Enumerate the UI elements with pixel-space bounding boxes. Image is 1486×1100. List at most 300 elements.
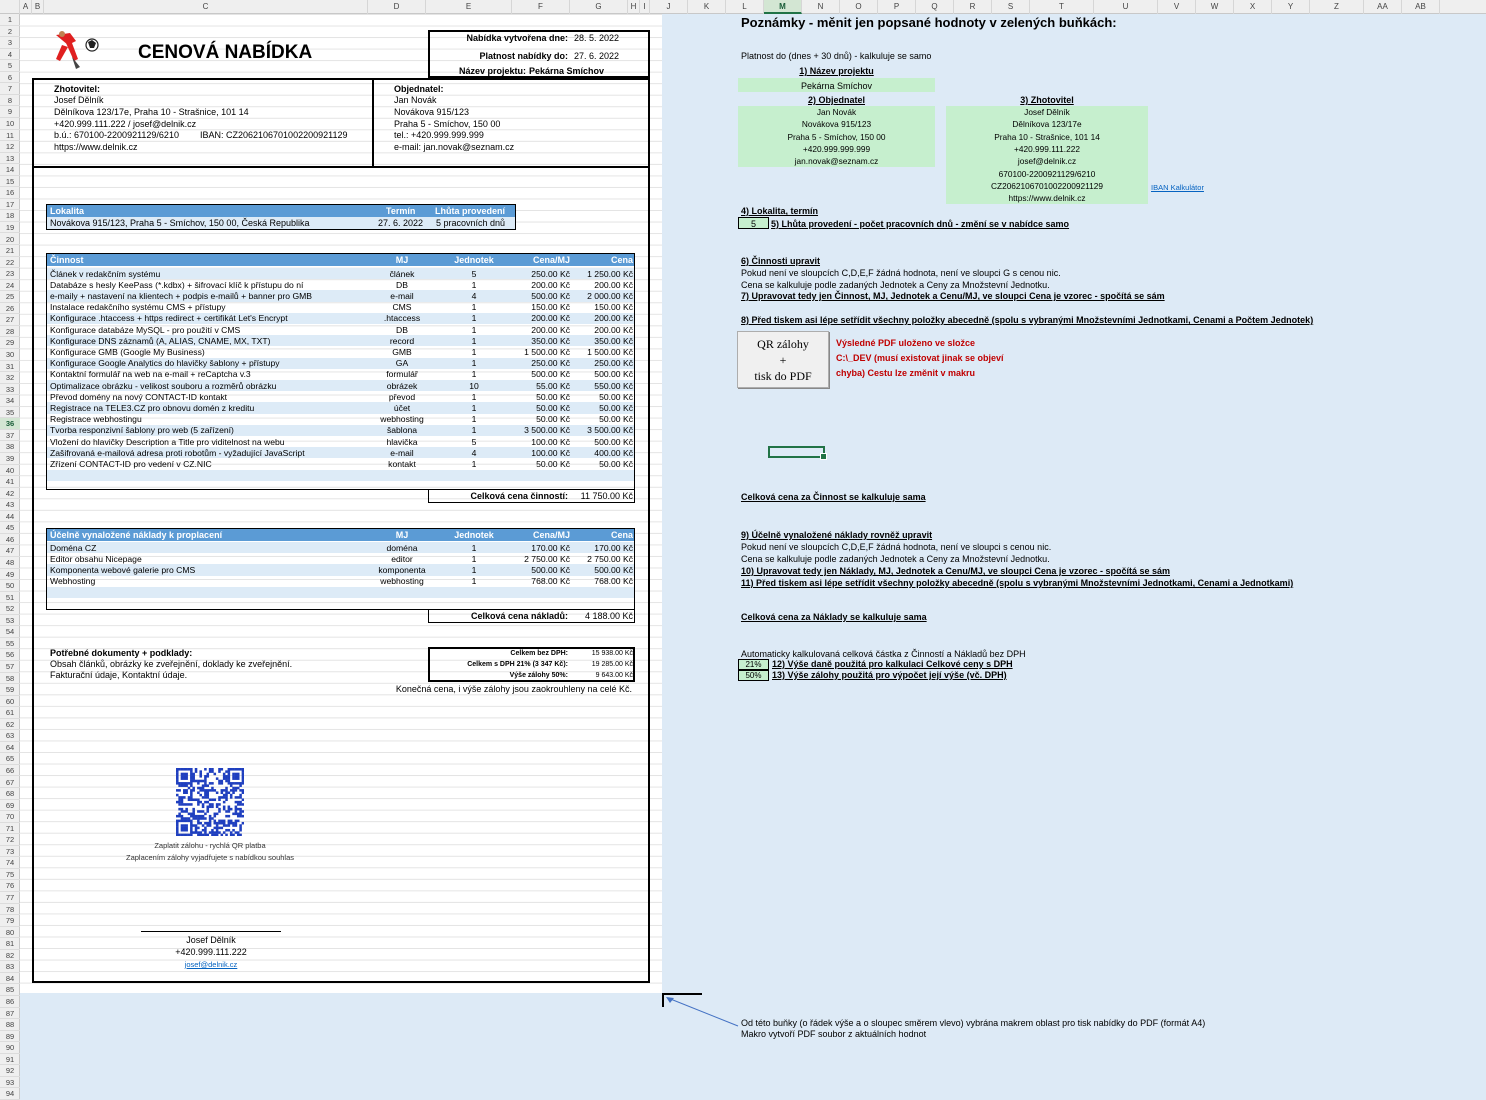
row-header[interactable]: 55 [0, 638, 20, 650]
act-cell-qty[interactable]: 1 [471, 391, 477, 402]
signature-phone: +420.999.111.222 [175, 947, 247, 957]
pdf-note2: C:\_DEV (musí existovat jinak se objeví [836, 353, 1004, 363]
notes-n5: 5) Lhůta provedení - počet pracovních dnů - změní se v nabídce samo [771, 219, 1070, 229]
act-cell-item[interactable]: Vložení do hlavičky Description a Title pro viditelnost na webu [50, 436, 285, 447]
row-header-bar [0, 14, 20, 1100]
row-header[interactable]: 45 [0, 522, 20, 534]
column-header-v[interactable]: V [1158, 0, 1196, 14]
column-header-r[interactable]: R [954, 0, 992, 14]
notes-n9: 9) Účelně vynaložené náklady rovněž upravit [741, 530, 933, 540]
act-cell-price[interactable]: 350.00 Kč [594, 335, 633, 346]
row-header[interactable]: 58 [0, 673, 20, 685]
offer-title: CENOVÁ NABÍDKA [138, 42, 313, 63]
exp-cell-item[interactable]: Editor obsahu Nicepage [50, 553, 142, 564]
row-header[interactable]: 65 [0, 753, 20, 765]
selected-cell[interactable] [768, 446, 825, 458]
row-header[interactable]: 79 [0, 915, 20, 927]
act-cell-unit[interactable]: GA [395, 358, 409, 369]
activities-total-label: Celková cena činností: [470, 491, 568, 501]
row-header[interactable]: 10 [0, 118, 20, 130]
client-phone: tel.: +420.999.999.999 [394, 130, 484, 140]
valid-until-value[interactable]: 27. 6. 2022 [574, 51, 620, 61]
notes-n3: 3) Zhotovitel [1020, 95, 1074, 105]
act-cell-unit-price[interactable]: 100.00 Kč [531, 436, 570, 447]
column-header-d[interactable]: D [368, 0, 426, 14]
row-header[interactable]: 81 [0, 938, 20, 950]
locality-date[interactable]: 27. 6. 2022 [378, 218, 424, 228]
act-cell-unit-price[interactable]: 55.00 Kč [536, 380, 570, 391]
qr-print-pdf-button-line3: tisk do PDF [754, 369, 812, 383]
exp-cell-item[interactable]: Komponenta webové galerie pro CMS [50, 564, 196, 575]
created-label: Nabídka vytvořena dne: [466, 33, 568, 43]
row-header[interactable]: 37 [0, 430, 20, 442]
client-street: Novákova 915/123 [394, 107, 470, 117]
row-header[interactable]: 7 [0, 83, 20, 95]
exp-cell-unit-price[interactable]: 2 750.00 Kč [524, 553, 570, 564]
contractor-web: https://www.delnik.cz [54, 142, 138, 152]
row-header[interactable]: 35 [0, 407, 20, 419]
notes-n13-value[interactable]: 50% [745, 671, 762, 680]
row-header[interactable]: 82 [0, 950, 20, 962]
notes-n10: 10) Upravovat tedy jen Náklady, MJ, Jednotek a Cenu/MJ, ve sloupci Cena je vzorec - spočítá se sám [741, 566, 1170, 576]
column-header-f[interactable]: F [512, 0, 570, 14]
act-cell-item[interactable]: e-maily + nastavení na klientech + podpis e-mailů + banner pro GMB [50, 290, 313, 301]
act-cell-qty[interactable]: 1 [471, 346, 477, 357]
act-cell-item[interactable]: Článek v redakčním systému [50, 268, 161, 279]
row-header[interactable]: 52 [0, 603, 20, 615]
column-header-h[interactable]: H [628, 0, 640, 14]
row-header[interactable]: 26 [0, 303, 20, 315]
notes-n3_lines-line[interactable]: josef@delnik.cz [1017, 156, 1077, 167]
row-header[interactable]: 21 [0, 245, 20, 257]
act-cell-qty[interactable]: 5 [471, 436, 477, 447]
notes-n2_lines-line[interactable]: Novákova 915/123 [801, 119, 872, 130]
act-cell-price[interactable]: 150.00 Kč [594, 302, 633, 313]
locality-header-place: Lokalita [50, 206, 85, 216]
act-cell-unit-price[interactable]: 3 500.00 Kč [524, 425, 570, 436]
row-header[interactable]: 36 [0, 418, 20, 430]
act-cell-unit[interactable]: e-mail [390, 447, 414, 458]
row-header[interactable]: 69 [0, 800, 20, 812]
row-header[interactable]: 14 [0, 164, 20, 176]
expenses-total-value: 4 188.00 Kč [584, 611, 633, 621]
row-header[interactable]: 23 [0, 268, 20, 280]
act-cell-unit-price[interactable]: 150.00 Kč [531, 302, 570, 313]
act-cell-price[interactable]: 50.00 Kč [599, 458, 633, 469]
act-cell-unit[interactable]: .htaccess [383, 313, 421, 324]
notes-n2_lines-line[interactable]: Jan Novák [816, 107, 857, 117]
exp-cell-unit-price[interactable]: 768.00 Kč [531, 576, 570, 587]
column-header-k[interactable]: K [688, 0, 726, 14]
row-header[interactable]: 67 [0, 777, 20, 789]
act-cell-item[interactable]: Konfigurace DNS záznamů (A, ALIAS, CNAME, MX, TXT) [50, 335, 271, 346]
select-all-corner[interactable] [0, 0, 20, 14]
row-header[interactable]: 15 [0, 176, 20, 188]
act-cell-item[interactable]: Registrace webhostingu [50, 414, 142, 425]
act-cell-unit[interactable]: šablona [386, 425, 418, 436]
notes-activities-total: Celková cena za Činnost se kalkuluje sama [741, 492, 926, 502]
row-header[interactable]: 13 [0, 153, 20, 165]
row-header[interactable]: 46 [0, 534, 20, 546]
notes-n3_lines-line[interactable]: +420.999.111.222 [1014, 143, 1080, 154]
act-cell-price[interactable]: 1 250.00 Kč [587, 268, 633, 279]
qr-print-pdf-button-line2: + [779, 353, 787, 367]
act-cell-qty[interactable]: 1 [471, 369, 477, 380]
row-header[interactable]: 43 [0, 499, 20, 511]
act-cell-unit[interactable]: článek [389, 268, 415, 279]
column-header-x[interactable]: X [1234, 0, 1272, 14]
act-cell-item[interactable]: Instalace redakčního systému CMS + přístupy [50, 302, 226, 313]
act-header-unit: MJ [395, 255, 409, 265]
row-header[interactable]: 77 [0, 892, 20, 904]
exp-cell-price[interactable]: 500.00 Kč [594, 564, 633, 575]
act-cell-price[interactable]: 200.00 Kč [594, 313, 633, 324]
row-header[interactable]: 90 [0, 1042, 20, 1054]
row-header[interactable]: 33 [0, 384, 20, 396]
row-header[interactable]: 22 [0, 257, 20, 269]
act-cell-qty[interactable]: 1 [471, 335, 477, 346]
notes-n3_lines-line[interactable]: Josef Dělník [1024, 107, 1070, 117]
project-value[interactable]: Pekárna Smíchov [529, 66, 605, 76]
row-header[interactable]: 6 [0, 72, 20, 84]
row-header[interactable]: 59 [0, 684, 20, 696]
row-header[interactable]: 63 [0, 730, 20, 742]
row-header[interactable]: 25 [0, 291, 20, 303]
act-cell-item[interactable]: Převod domény na nový CONTACT-ID kontakt [50, 391, 228, 402]
row-header[interactable]: 4 [0, 49, 20, 61]
row-header[interactable]: 18 [0, 210, 20, 222]
act-cell-qty[interactable]: 10 [469, 380, 479, 391]
arrow-pointer-icon [664, 994, 744, 1030]
act-cell-unit[interactable]: účet [393, 402, 411, 413]
act-cell-unit[interactable]: DB [396, 324, 408, 335]
act-cell-price[interactable]: 500.00 Kč [594, 436, 633, 447]
exp-cell-price[interactable]: 170.00 Kč [594, 542, 633, 553]
act-cell-item[interactable]: Zašifrovaná e-mailová adresa proti robotům - vyžadující JavaScript [50, 447, 305, 458]
column-header-a[interactable]: A [20, 0, 32, 14]
exp-cell-qty[interactable]: 1 [471, 542, 477, 553]
row-header[interactable]: 76 [0, 880, 20, 892]
row-header[interactable]: 74 [0, 857, 20, 869]
column-header-u[interactable]: U [1094, 0, 1158, 14]
act-cell-price[interactable]: 1 500.00 Kč [587, 346, 633, 357]
print-area-bottom-fill [20, 993, 662, 1100]
act-cell-unit-price[interactable]: 200.00 Kč [531, 279, 570, 290]
row-header[interactable]: 94 [0, 1088, 20, 1100]
act-cell-price[interactable]: 550.00 Kč [594, 380, 633, 391]
row-header[interactable]: 68 [0, 788, 20, 800]
row-header[interactable]: 39 [0, 453, 20, 465]
column-header-ab[interactable]: AB [1402, 0, 1440, 14]
locality-header-duration: Lhůta provedení [435, 206, 506, 216]
act-cell-qty[interactable]: 1 [471, 324, 477, 335]
notes-n12-value[interactable]: 21% [745, 660, 762, 669]
notes-n3_lines-line[interactable]: CZ2062106701002200921129 [991, 180, 1103, 191]
exp-header-unit: MJ [395, 530, 409, 540]
row-header[interactable]: 70 [0, 811, 20, 823]
act-cell-qty[interactable]: 1 [471, 358, 477, 369]
notes-n13: 13) Výše zálohy použitá pro výpočet její výše (vč. DPH) [772, 670, 1007, 680]
row-header[interactable]: 50 [0, 580, 20, 592]
signature-name: Josef Dělník [186, 935, 236, 945]
column-header-g[interactable]: G [570, 0, 628, 14]
client-email: e-mail: jan.novak@seznam.cz [394, 142, 515, 152]
column-header-t[interactable]: T [1030, 0, 1094, 14]
act-cell-unit-price[interactable]: 1 500.00 Kč [524, 346, 570, 357]
act-cell-unit-price[interactable]: 250.00 Kč [531, 268, 570, 279]
row-header[interactable]: 61 [0, 707, 20, 719]
exp-cell-qty[interactable]: 1 [471, 576, 477, 587]
act-cell-unit[interactable]: obrázek [386, 380, 418, 391]
act-cell-qty[interactable]: 1 [471, 458, 477, 469]
act-cell-unit-price[interactable]: 500.00 Kč [531, 290, 570, 301]
row-header[interactable]: 11 [0, 130, 20, 142]
row-header[interactable]: 48 [0, 557, 20, 569]
exp-cell-unit[interactable]: editor [391, 553, 413, 564]
exp-cell-price[interactable]: 768.00 Kč [594, 576, 633, 587]
qr-print-pdf-button[interactable] [737, 331, 829, 388]
row-header[interactable]: 60 [0, 696, 20, 708]
act-cell-unit[interactable]: kontakt [388, 458, 416, 469]
row-header[interactable]: 73 [0, 846, 20, 858]
act-cell-item[interactable]: Zřízení CONTACT-ID pro vedení v CZ.NIC [50, 458, 212, 469]
column-header-q[interactable]: Q [916, 0, 954, 14]
row-header[interactable]: 32 [0, 372, 20, 384]
row-header[interactable]: 56 [0, 649, 20, 661]
act-cell-unit[interactable]: CMS [392, 302, 412, 313]
exp-header-qty: Jednotek [454, 530, 494, 540]
row-header[interactable]: 64 [0, 742, 20, 754]
locality-header-date: Termín [386, 206, 416, 216]
column-header-o[interactable]: O [840, 0, 878, 14]
notes-n6: 6) Činnosti upravit [741, 256, 821, 266]
act-cell-qty[interactable]: 1 [471, 279, 477, 290]
act-cell-qty[interactable]: 4 [471, 447, 477, 458]
column-header-c[interactable]: C [44, 0, 368, 14]
column-header-z[interactable]: Z [1310, 0, 1364, 14]
row-header[interactable]: 66 [0, 765, 20, 777]
iban-calculator-link[interactable]: IBAN Kalkulátor [1151, 183, 1204, 192]
row-header[interactable]: 75 [0, 869, 20, 881]
qr-print-pdf-button-line1: QR zálohy [757, 337, 809, 351]
row-header[interactable]: 80 [0, 927, 20, 939]
documents-line1: Obsah článků, obrázky ke zveřejnění, doklady ke zveřejnění. [50, 659, 293, 669]
row-header[interactable]: 12 [0, 141, 20, 153]
row-header[interactable]: 72 [0, 834, 20, 846]
notes-n1-value[interactable]: Pekárna Smíchov [800, 81, 873, 91]
act-cell-qty[interactable]: 1 [471, 302, 477, 313]
locality-duration[interactable]: 5 pracovních dnů [436, 218, 506, 228]
row-header[interactable]: 29 [0, 337, 20, 349]
row-header[interactable]: 41 [0, 476, 20, 488]
row-header[interactable]: 31 [0, 361, 20, 373]
row-header[interactable]: 51 [0, 592, 20, 604]
column-header-i[interactable]: I [640, 0, 650, 14]
row-header[interactable]: 5 [0, 60, 20, 72]
row-header[interactable]: 85 [0, 984, 20, 996]
row-header[interactable]: 28 [0, 326, 20, 338]
exp-cell-price[interactable]: 2 750.00 Kč [587, 553, 633, 564]
act-header-item: Činnost [50, 255, 84, 265]
exp-cell-qty[interactable]: 1 [471, 564, 477, 575]
row-header[interactable]: 17 [0, 199, 20, 211]
signature-email-link[interactable]: josef@delnik.cz [184, 960, 238, 969]
row-header[interactable]: 27 [0, 314, 20, 326]
row-header[interactable]: 3 [0, 37, 20, 49]
row-header[interactable]: 84 [0, 973, 20, 985]
row-header[interactable]: 47 [0, 545, 20, 557]
exp-cell-unit-price[interactable]: 500.00 Kč [531, 564, 570, 575]
act-cell-price[interactable]: 250.00 Kč [594, 358, 633, 369]
act-cell-price[interactable]: 3 500.00 Kč [587, 425, 633, 436]
act-cell-unit[interactable]: webhosting [380, 414, 424, 425]
act-cell-price[interactable]: 50.00 Kč [599, 414, 633, 425]
row-header[interactable]: 91 [0, 1054, 20, 1066]
row-header[interactable]: 57 [0, 661, 20, 673]
row-header[interactable]: 19 [0, 222, 20, 234]
act-cell-unit-price[interactable]: 200.00 Kč [531, 313, 570, 324]
notes-n3_lines-line[interactable]: Dělníkova 123/17e [1012, 119, 1082, 130]
act-cell-price[interactable]: 500.00 Kč [594, 369, 633, 380]
exp-cell-unit[interactable]: webhosting [380, 576, 424, 587]
act-cell-price[interactable]: 50.00 Kč [599, 391, 633, 402]
act-cell-item[interactable]: Konfigurace .htaccess + https redirect + certifikát Let's Encrypt [50, 313, 288, 324]
row-header[interactable]: 92 [0, 1065, 20, 1077]
row-header[interactable]: 62 [0, 719, 20, 731]
act-cell-unit-price[interactable]: 100.00 Kč [531, 447, 570, 458]
act-cell-unit-price[interactable]: 50.00 Kč [536, 391, 570, 402]
column-header-s[interactable]: S [992, 0, 1030, 14]
row-header[interactable]: 38 [0, 441, 20, 453]
row-header[interactable]: 42 [0, 488, 20, 500]
act-cell-item[interactable]: Konfigurace GMB (Google My Business) [50, 346, 205, 357]
row-header[interactable]: 8 [0, 95, 20, 107]
row-header[interactable]: 89 [0, 1031, 20, 1043]
act-cell-price[interactable]: 2 000.00 Kč [587, 290, 633, 301]
act-cell-unit[interactable]: DB [396, 279, 408, 290]
act-cell-unit[interactable]: e-mail [390, 290, 414, 301]
act-cell-unit[interactable]: GMB [392, 346, 412, 357]
act-cell-unit-price[interactable]: 50.00 Kč [536, 402, 570, 413]
column-header-aa[interactable]: AA [1364, 0, 1402, 14]
act-cell-unit-price[interactable]: 250.00 Kč [531, 358, 570, 369]
act-cell-unit[interactable]: převod [388, 391, 416, 402]
exp-cell-item[interactable]: Webhosting [50, 576, 96, 587]
activities-total-value: 11 750.00 Kč [580, 491, 633, 501]
column-header-l[interactable]: L [726, 0, 764, 14]
act-cell-price[interactable]: 200.00 Kč [594, 279, 633, 290]
act-cell-qty[interactable]: 1 [471, 313, 477, 324]
act-cell-qty[interactable]: 4 [471, 290, 477, 301]
act-cell-unit-price[interactable]: 50.00 Kč [536, 458, 570, 469]
notes-n2_lines-line[interactable]: +420.999.999.999 [802, 143, 871, 154]
act-header-unit-price: Cena/MJ [532, 255, 570, 265]
row-header[interactable]: 71 [0, 823, 20, 835]
row-header[interactable]: 83 [0, 961, 20, 973]
act-cell-unit[interactable]: hlavička [386, 436, 418, 447]
act-cell-unit-price[interactable]: 350.00 Kč [531, 335, 570, 346]
notes-n2_lines-line[interactable]: jan.novak@seznam.cz [794, 156, 879, 167]
notes-n2_lines-line[interactable]: Praha 5 - Smíchov, 150 00 [787, 131, 886, 142]
row-header[interactable]: 49 [0, 569, 20, 581]
act-cell-qty[interactable]: 1 [471, 414, 477, 425]
exp-cell-item[interactable]: Doména CZ [50, 542, 97, 553]
row-header[interactable]: 44 [0, 511, 20, 523]
row-header[interactable]: 40 [0, 465, 20, 477]
row-header[interactable]: 88 [0, 1019, 20, 1031]
row-header[interactable]: 2 [0, 26, 20, 38]
column-header-n[interactable]: N [802, 0, 840, 14]
contractor-heading: Zhotovitel: [54, 84, 100, 94]
notes-n3_lines-line[interactable]: https://www.delnik.cz [1008, 193, 1086, 204]
act-cell-item[interactable]: Tvorba responzivní šablony pro web (5 zařízení) [50, 425, 234, 436]
row-header[interactable]: 54 [0, 626, 20, 638]
act-cell-price[interactable]: 200.00 Kč [594, 324, 633, 335]
row-header[interactable]: 16 [0, 187, 20, 199]
act-cell-unit-price[interactable]: 50.00 Kč [536, 414, 570, 425]
notes-n7: 7) Upravovat tedy jen Činnost, MJ, Jednotek a Cenu/MJ, ve sloupci Cena je vzorec - spočítá se sám [741, 291, 1165, 301]
row-header[interactable]: 93 [0, 1077, 20, 1089]
exp-cell-unit[interactable]: komponenta [378, 564, 426, 575]
act-cell-item[interactable]: Databáze s hesly KeePass (*.kdbx) + šifrovací klíč k přístupu do ní [50, 279, 304, 290]
row-header[interactable]: 1 [0, 14, 20, 26]
notes-validity: Platnost do (dnes + 30 dnů) - kalkuluje se samo [741, 51, 932, 61]
act-cell-price[interactable]: 400.00 Kč [594, 447, 633, 458]
act-cell-unit-price[interactable]: 200.00 Kč [531, 324, 570, 335]
notes-n3_lines-line[interactable]: Praha 10 - Strašnice, 101 14 [994, 131, 1100, 142]
row-header[interactable]: 30 [0, 349, 20, 361]
act-cell-unit-price[interactable]: 500.00 Kč [531, 369, 570, 380]
column-header-b[interactable]: B [32, 0, 44, 14]
row-header[interactable]: 9 [0, 106, 20, 118]
column-header-p[interactable]: P [878, 0, 916, 14]
act-cell-item[interactable]: Kontaktní formulář na web na e-mail + reCaptcha v.3 [50, 369, 251, 380]
exp-cell-unit-price[interactable]: 170.00 Kč [531, 542, 570, 553]
act-stripe [47, 470, 634, 481]
locality-place[interactable]: Novákova 915/123, Praha 5 - Smíchov, 150 00, Česká Republika [50, 218, 310, 228]
exp-cell-qty[interactable]: 1 [471, 553, 477, 564]
notes-n6-line2: Cena se kalkuluje podle zadaných Jednotek a Ceny za Množstevní Jednotku. [741, 280, 1050, 290]
column-header-e[interactable]: E [426, 0, 512, 14]
row-header[interactable]: 20 [0, 234, 20, 246]
notes-n5-value[interactable]: 5 [750, 219, 756, 229]
act-cell-item[interactable]: Registrace na TELE3.CZ pro obnovu domén z kreditu [50, 402, 255, 413]
row-header[interactable]: 78 [0, 904, 20, 916]
created-value[interactable]: 28. 5. 2022 [574, 33, 620, 43]
row-header[interactable]: 34 [0, 395, 20, 407]
act-cell-item[interactable]: Optimalizace obrázku - velikost souboru a rozměrů obrázku [50, 380, 277, 391]
column-header-w[interactable]: W [1196, 0, 1234, 14]
column-header-y[interactable]: Y [1272, 0, 1310, 14]
act-cell-unit[interactable]: formulář [386, 369, 418, 380]
row-header[interactable]: 24 [0, 280, 20, 292]
act-cell-qty[interactable]: 5 [471, 268, 477, 279]
act-cell-item[interactable]: Konfigurace Google Analytics do hlavičky šablony + přístupy [50, 358, 280, 369]
notes-n9-line1: Pokud není ve sloupcích C,D,E,F žádná hodnota, není ve sloupci s cenou nic. [741, 542, 1052, 552]
act-cell-qty[interactable]: 1 [471, 425, 477, 436]
row-header[interactable]: 53 [0, 615, 20, 627]
exp-cell-unit[interactable]: doména [386, 542, 418, 553]
column-header-j[interactable]: J [650, 0, 688, 14]
act-cell-qty[interactable]: 1 [471, 402, 477, 413]
act-cell-price[interactable]: 50.00 Kč [599, 402, 633, 413]
row-header[interactable]: 87 [0, 1008, 20, 1020]
notes-n3_lines-line[interactable]: 670100-2200921129/6210 [998, 168, 1096, 179]
act-cell-unit[interactable]: record [389, 335, 415, 346]
row-header[interactable]: 86 [0, 996, 20, 1008]
act-cell-item[interactable]: Konfigurace databáze MySQL - pro použití v CMS [50, 324, 241, 335]
column-header-m[interactable]: M [764, 0, 802, 14]
